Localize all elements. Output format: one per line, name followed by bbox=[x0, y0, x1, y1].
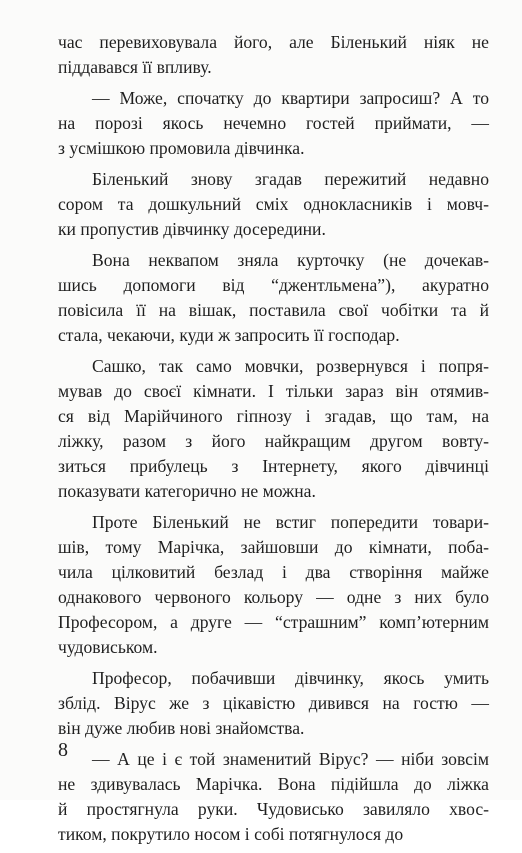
text-line: й простягнула руки. Чудовисько завиляло хвос- bbox=[58, 799, 489, 819]
paragraph bbox=[58, 86, 489, 161]
paragraph bbox=[58, 248, 489, 348]
text-line: він дуже любив нові знайомства. bbox=[58, 718, 305, 738]
text-line: — А це і є той знаменитий Вірус? — ніби зовсім bbox=[92, 749, 489, 769]
text-line: зблід. Вірус же з цікавістю дивився на гостю — bbox=[58, 693, 489, 713]
text-line: стала, чекаючи, куди ж запросить її господар. bbox=[58, 325, 400, 345]
paragraph bbox=[58, 30, 489, 80]
paragraph bbox=[58, 354, 489, 504]
text-line: мував до своєї кімнати. І тільки зараз він отямив- bbox=[58, 381, 489, 401]
paragraph bbox=[58, 167, 489, 242]
text-line: Професор, побачивши дівчинку, якось умить bbox=[92, 668, 489, 688]
paragraph bbox=[58, 510, 489, 660]
text-line: Вона неквапом зняла курточку (не дочекав- bbox=[92, 250, 489, 270]
text-line: ки пропустив дівчинку досередини. bbox=[58, 219, 326, 239]
text-line: чила цілковитий безлад і два створіння майже bbox=[58, 562, 489, 582]
text-line: Сашко, так само мовчки, розвернувся і попря- bbox=[92, 356, 489, 376]
text-line: повісила її на вішак, поставила свої чобітки та й bbox=[58, 300, 489, 320]
text-line: однакового червоного кольору — одне з них було bbox=[58, 587, 489, 607]
text-line: сором та дошкульний сміх однокласників і мовч- bbox=[58, 194, 489, 214]
text-line: шів, тому Марічка, зайшовши до кімнати, поба- bbox=[58, 537, 489, 557]
text-line: з усмішкою промовила дівчинка. bbox=[58, 138, 305, 158]
text-line: піддавався її впливу. bbox=[58, 57, 212, 77]
page-number: 8 bbox=[58, 739, 68, 761]
text-line: показувати категорично не можна. bbox=[58, 481, 316, 501]
text-line: шись допомоги від “джентльмена”), акуратно bbox=[58, 275, 489, 295]
paragraph bbox=[58, 747, 489, 847]
text-line: час перевиховувала його, але Біленький ніяк не bbox=[58, 32, 489, 52]
body-text bbox=[58, 30, 489, 853]
paragraph bbox=[58, 666, 489, 741]
text-line: — Може, спочатку до квартири запросиш? А то bbox=[92, 88, 489, 108]
text-line: на порозі якось нечемно гостей приймати, — bbox=[58, 113, 489, 133]
text-line: ся від Марійчиного гіпнозу і згадав, що там, на bbox=[58, 406, 489, 426]
text-line: Біленький знову згадав пережитий недавно bbox=[92, 169, 489, 189]
text-line: Професором, а друге — “страшним” комп’ютерним bbox=[58, 612, 489, 632]
text-line: зиться прибулець з Інтернету, якого дівчинці bbox=[58, 456, 489, 476]
text-line: тиком, покрутило носом і собі потягнулося до bbox=[58, 824, 404, 844]
text-line: ліжку, разом з його найкращим другом вовту- bbox=[58, 431, 489, 451]
text-line: чудовиськом. bbox=[58, 637, 158, 657]
text-line: Проте Біленький не встиг попередити товари- bbox=[92, 512, 489, 532]
text-line: не здивувалась Марічка. Вона підійшла до ліжка bbox=[58, 774, 489, 794]
